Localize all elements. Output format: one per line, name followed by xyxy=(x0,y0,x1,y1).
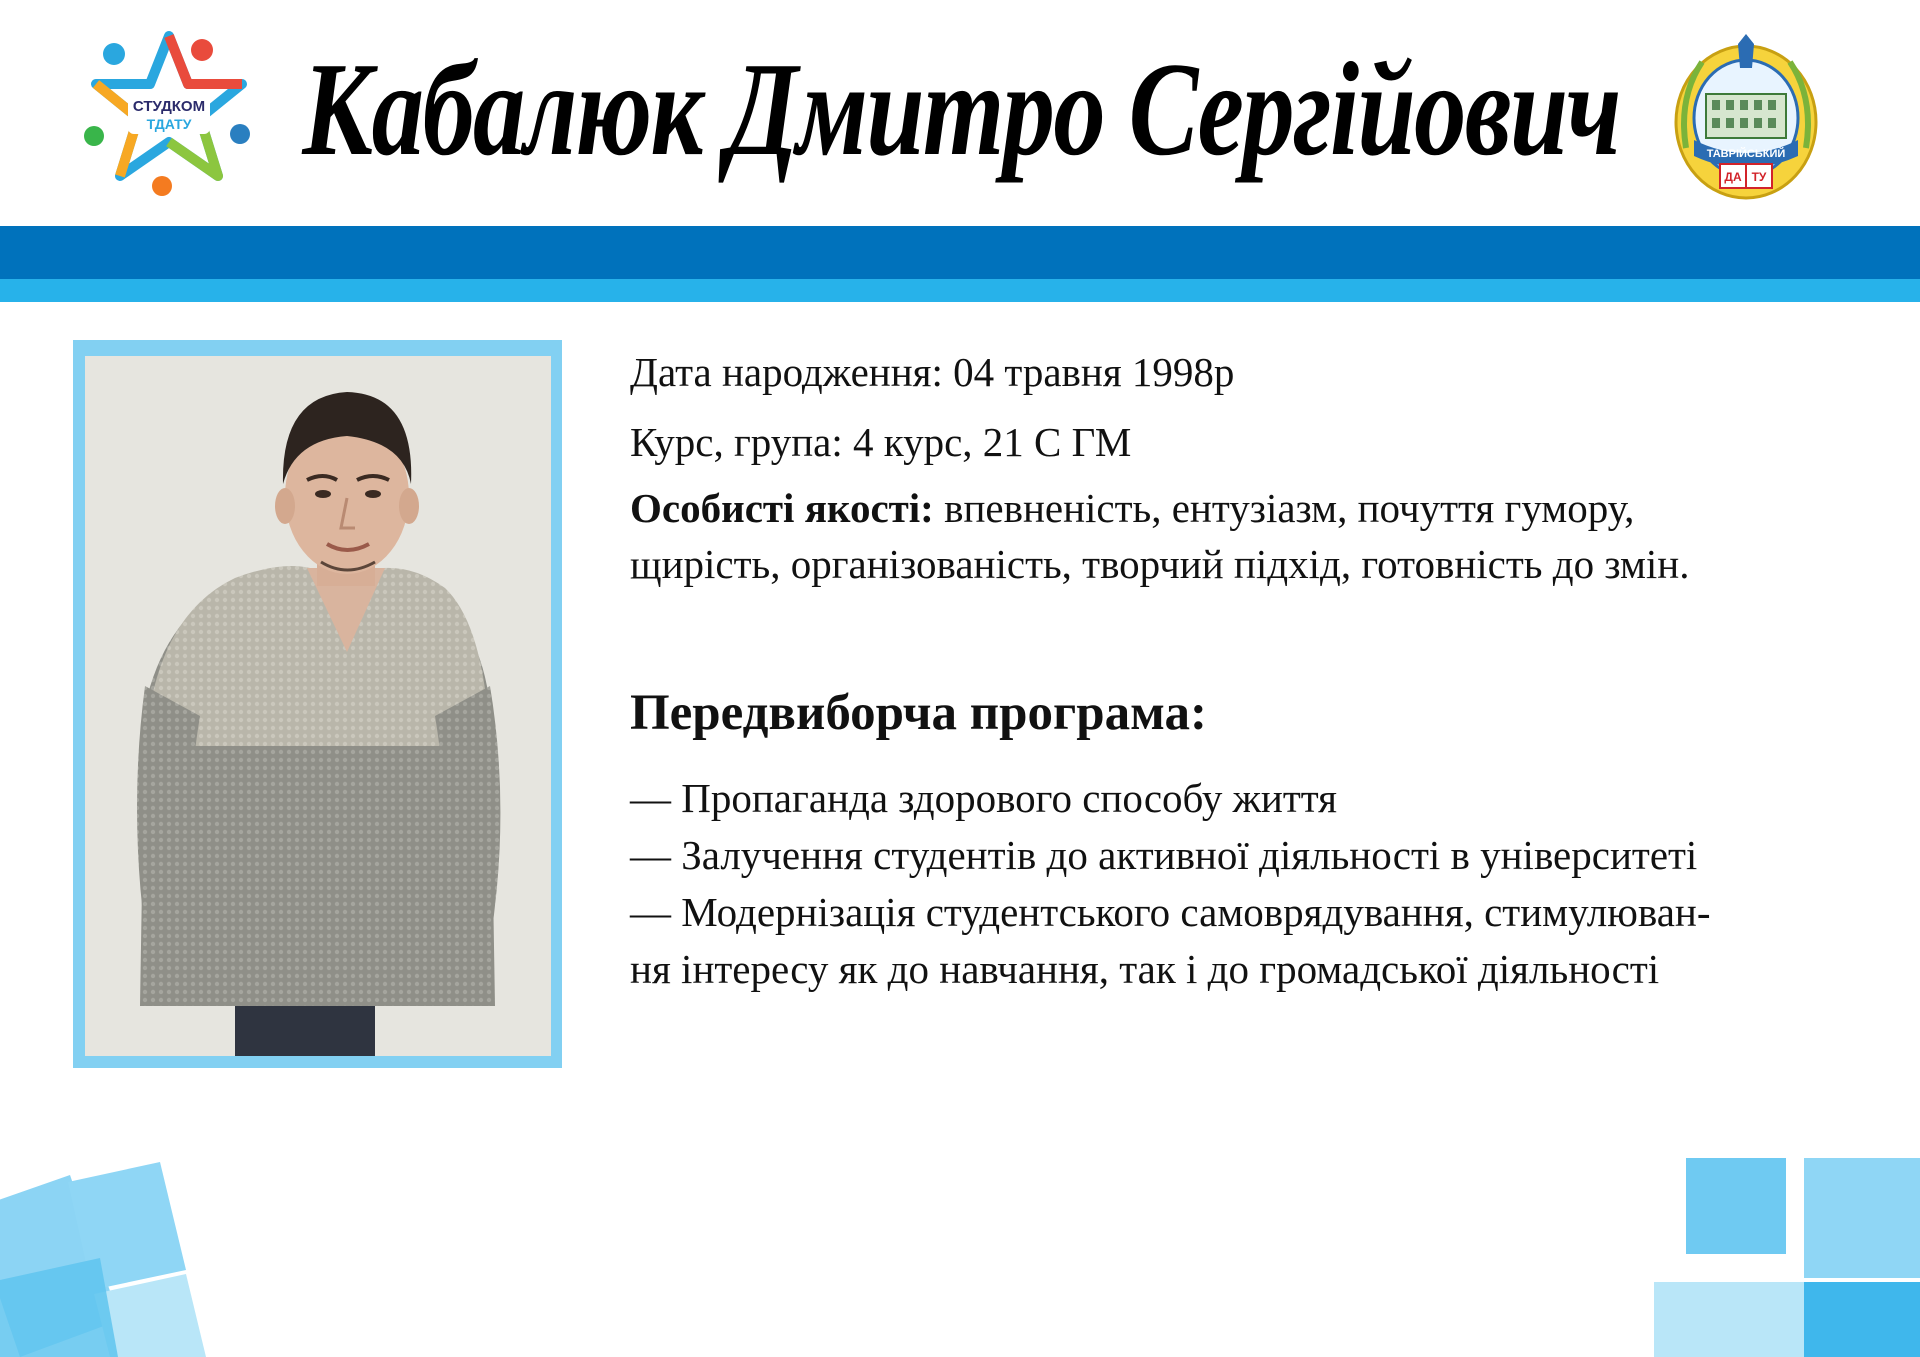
program-heading: Передвиборча програма: xyxy=(630,685,1207,741)
profile-info xyxy=(630,344,1870,592)
personal-traits xyxy=(630,480,1870,592)
header xyxy=(0,0,1920,226)
decor-squares-right xyxy=(1640,1150,1920,1357)
program-list xyxy=(630,770,1890,998)
program-item: — Залучення студентів до активної діяльності в університеті xyxy=(630,832,1698,878)
globe-icon xyxy=(103,43,125,65)
traits-label: Особисті якості: xyxy=(630,485,934,531)
page-title: Кабалюк Дмитро Сергійович xyxy=(302,35,1620,183)
bulb-icon xyxy=(191,39,213,61)
trident-icon xyxy=(1738,34,1754,68)
photo-frame xyxy=(73,340,562,1068)
course-group: Курс, група: 4 курс, 21 С ГМ xyxy=(630,419,1132,465)
decor-squares-left xyxy=(0,1150,240,1357)
person-icon xyxy=(152,176,172,196)
traits-line-1: впевненість, ентузіазм, почуття гумору, xyxy=(933,485,1635,531)
university-emblem xyxy=(1672,28,1820,203)
emblem-book-left: ДА xyxy=(1724,170,1742,184)
header-band-light xyxy=(0,279,1920,302)
program-item: ня інтересу як до навчання, так і до громадської діяльності xyxy=(630,946,1660,992)
candidate-photo xyxy=(85,356,551,1056)
logo-text-studkom: СТУДКОМ xyxy=(132,98,206,115)
birth-date: Дата народження: 04 травня 1998р xyxy=(630,349,1235,395)
leaf-icon xyxy=(84,126,104,146)
program-item: — Пропаганда здорового способу життя xyxy=(630,775,1338,821)
logo-text-tdatu: ТДАТУ xyxy=(146,116,192,132)
header-band-dark xyxy=(0,226,1920,279)
traits-line-2: щирість, організованість, творчий підхід, готовність до змін. xyxy=(630,541,1690,587)
emblem-text: ТАВРІЙСЬКИЙ xyxy=(1706,148,1786,160)
program-item: — Модернізація студентського самоврядування, стимулюван- xyxy=(630,889,1711,935)
emblem-book-right: ТУ xyxy=(1751,170,1767,184)
